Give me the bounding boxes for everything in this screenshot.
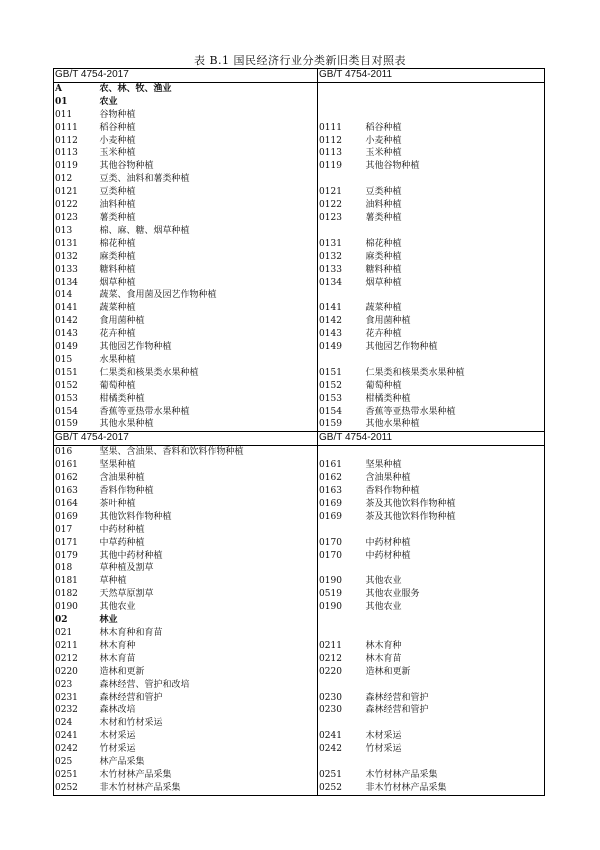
old-name: 其他水果种植	[365, 418, 545, 431]
old-name: 香料作物种植	[365, 485, 545, 498]
new-code: 0182	[54, 588, 99, 601]
table-row	[54, 354, 545, 367]
table-row	[54, 511, 545, 524]
old-name: 葡萄种植	[365, 380, 545, 393]
new-code: 0251	[54, 769, 99, 782]
new-code: 018	[54, 562, 99, 575]
new-name: 茶叶种植	[99, 498, 136, 509]
old-name: 麻类种植	[365, 251, 545, 264]
old-code	[318, 82, 365, 95]
old-name	[365, 82, 545, 95]
new-code: 0231	[54, 692, 99, 705]
new-code: 014	[54, 289, 99, 302]
old-code: 0111	[318, 122, 365, 135]
new-name: 其他水果种植	[99, 418, 318, 431]
table-row	[54, 277, 545, 290]
old-code: 0190	[318, 575, 365, 588]
table-row	[54, 524, 545, 537]
new-name: 造林和更新	[99, 666, 145, 677]
old-name: 薯类种植	[365, 212, 545, 225]
old-name: 蔬菜种植	[365, 302, 545, 315]
new-code: 02	[54, 614, 99, 627]
table-row	[54, 782, 545, 795]
old-code: 0159	[318, 418, 365, 431]
old-name: 柑橘类种植	[365, 393, 545, 406]
table-row	[54, 96, 545, 109]
old-code	[318, 354, 365, 367]
table-row	[54, 614, 545, 627]
old-code: 0230	[318, 692, 365, 705]
old-code	[318, 627, 365, 640]
new-code: 0112	[54, 135, 99, 148]
new-code: 0211	[54, 640, 99, 653]
new-name: 林业	[99, 615, 118, 626]
old-code	[318, 679, 365, 692]
old-code	[318, 109, 365, 122]
table-row	[54, 769, 545, 782]
old-code: 0142	[318, 315, 365, 328]
new-name: 其他中药材种植	[99, 550, 163, 561]
table-row	[54, 459, 545, 472]
new-code: 0142	[54, 315, 99, 328]
table-row	[54, 537, 545, 550]
old-name	[365, 446, 545, 459]
table-row	[54, 756, 545, 769]
table-row	[54, 238, 545, 251]
new-code: 0154	[54, 406, 99, 419]
old-name: 竹材采运	[365, 743, 545, 756]
new-name: 其他农业	[99, 602, 136, 613]
old-code: 0143	[318, 328, 365, 341]
new-name: 花卉种植	[99, 329, 136, 340]
new-code: 0181	[54, 575, 99, 588]
old-name: 中药材种植	[365, 550, 545, 563]
new-name: 木竹材林产品采集	[99, 769, 172, 780]
table-row	[54, 251, 545, 264]
old-code: 0163	[318, 485, 365, 498]
old-code: 0134	[318, 277, 365, 290]
table-row	[54, 562, 545, 575]
header-gbt-2017: GB/T 4754-2017	[54, 432, 318, 446]
new-name: 坚果种植	[99, 460, 136, 471]
new-name: 豆类种植	[99, 187, 136, 198]
new-code: 0164	[54, 498, 99, 511]
new-name: 食用菌种植	[99, 316, 145, 327]
new-code: 015	[54, 354, 99, 367]
new-name: 其他饮料作物种植	[99, 511, 172, 522]
new-name: 柑橘类种植	[99, 393, 145, 404]
table-row	[54, 225, 545, 238]
table-row	[54, 640, 545, 653]
old-code: 0121	[318, 186, 365, 199]
table-row	[54, 264, 545, 277]
table-row	[54, 393, 545, 406]
old-code: 0169	[318, 511, 365, 524]
new-name: 糖料种植	[99, 264, 136, 275]
new-code: 0149	[54, 341, 99, 354]
old-code: 0131	[318, 238, 365, 251]
new-code: 012	[54, 173, 99, 186]
old-name	[365, 756, 545, 769]
new-code: 0190	[54, 601, 99, 614]
table-row	[54, 588, 545, 601]
old-code: 0170	[318, 537, 365, 550]
old-code: 0161	[318, 459, 365, 472]
table-row	[54, 575, 545, 588]
new-code: 0132	[54, 251, 99, 264]
old-code: 0154	[318, 406, 365, 419]
new-name: 森林改培	[99, 705, 136, 716]
new-name: 仁果类和核果类水果种植	[99, 367, 199, 378]
old-code	[318, 225, 365, 238]
new-name: 林产品采集	[99, 757, 145, 768]
old-name: 烟草种植	[365, 277, 545, 290]
new-name: 蔬菜种植	[99, 303, 136, 314]
old-code	[318, 173, 365, 186]
new-name: 棉花种植	[99, 238, 136, 249]
code-mapping-table	[53, 68, 545, 796]
new-code: 0169	[54, 511, 99, 524]
old-name	[365, 717, 545, 730]
old-code: 0212	[318, 653, 365, 666]
table-row	[54, 717, 545, 730]
table-row	[54, 328, 545, 341]
old-code	[318, 446, 365, 459]
table-row	[54, 302, 545, 315]
new-name: 竹材采运	[99, 744, 136, 755]
new-code: 023	[54, 679, 99, 692]
old-name: 食用菌种植	[365, 315, 545, 328]
header-row	[54, 69, 545, 83]
new-name: 油料种植	[99, 200, 136, 211]
new-name: 中草药种植	[99, 537, 145, 548]
old-name: 稻谷种植	[365, 122, 545, 135]
table-row	[54, 692, 545, 705]
table-row	[54, 418, 545, 431]
old-name: 其他谷物种植	[365, 160, 545, 173]
old-name	[365, 289, 545, 302]
old-code	[318, 562, 365, 575]
new-name: 香料作物种植	[99, 486, 154, 496]
old-name: 茶及其他饮料作物种植	[365, 498, 545, 511]
header-gbt-2011: GB/T 4754-2011	[318, 432, 545, 446]
new-code: 016	[54, 446, 99, 459]
old-name: 森林经营和管护	[365, 704, 545, 717]
new-code: 0111	[54, 122, 99, 135]
old-code: 0153	[318, 393, 365, 406]
new-code: 0179	[54, 550, 99, 563]
old-name: 其他农业	[365, 601, 545, 614]
old-code: 0252	[318, 782, 365, 795]
new-name: 棉、麻、糖、烟草种植	[99, 225, 190, 236]
new-code: 0131	[54, 238, 99, 251]
old-name: 棉花种植	[365, 238, 545, 251]
old-code: 0190	[318, 601, 365, 614]
table-row	[54, 601, 545, 614]
new-name: 农业	[99, 96, 118, 107]
new-name: 林木育种和育苗	[99, 627, 163, 638]
table-row	[54, 109, 545, 122]
new-code: 0161	[54, 459, 99, 472]
old-name	[365, 562, 545, 575]
table-row	[54, 147, 545, 160]
old-code: 0151	[318, 367, 365, 380]
new-name: 其他园艺作物种植	[99, 342, 172, 353]
new-name: 其他谷物种植	[99, 161, 154, 172]
new-name: 薯类种植	[99, 212, 136, 223]
old-name: 糖料种植	[365, 264, 545, 277]
new-name: 林木育种	[99, 640, 136, 651]
new-name: 玉米种植	[99, 148, 136, 159]
old-name: 豆类种植	[365, 186, 545, 199]
new-code: 0122	[54, 199, 99, 212]
old-code	[318, 96, 365, 109]
old-name: 坚果种植	[365, 459, 545, 472]
old-name	[365, 109, 545, 122]
old-code: 0241	[318, 730, 365, 743]
new-code: 021	[54, 627, 99, 640]
old-code: 0519	[318, 588, 365, 601]
new-name: 木材和竹材采运	[99, 718, 163, 729]
table-row	[54, 186, 545, 199]
table-row	[54, 653, 545, 666]
old-code	[318, 289, 365, 302]
new-code: 0212	[54, 653, 99, 666]
new-code: 0119	[54, 160, 99, 173]
new-name: 坚果、含油果、香料和饮料作物种植	[99, 447, 244, 458]
new-name: 谷物种植	[99, 109, 136, 120]
old-name	[365, 354, 545, 367]
new-name: 森林经营和管护	[99, 692, 163, 703]
old-code: 0123	[318, 212, 365, 225]
old-name: 仁果类和核果类水果种植	[365, 367, 545, 380]
old-code: 0242	[318, 743, 365, 756]
new-name: 烟草种植	[99, 277, 136, 288]
new-name: 天然草原割草	[99, 589, 154, 600]
table-row	[54, 122, 545, 135]
header-gbt-2017: GB/T 4754-2017	[54, 69, 318, 83]
old-code	[318, 614, 365, 627]
new-code: 025	[54, 756, 99, 769]
new-code: 024	[54, 717, 99, 730]
new-code: 0252	[54, 782, 99, 795]
table-row	[54, 199, 545, 212]
header-row	[54, 432, 545, 446]
new-name: 葡萄种植	[99, 380, 136, 391]
old-name: 玉米种植	[365, 147, 545, 160]
old-code: 0133	[318, 264, 365, 277]
table-row	[54, 627, 545, 640]
new-code: 013	[54, 225, 99, 238]
old-code: 0122	[318, 199, 365, 212]
new-code: 0171	[54, 537, 99, 550]
new-name: 香蕉等亚热带水果种植	[99, 406, 190, 417]
new-code: 0143	[54, 328, 99, 341]
old-name: 中药材种植	[365, 537, 545, 550]
old-name: 林木育种	[365, 640, 545, 653]
old-code: 0211	[318, 640, 365, 653]
new-code: 0159	[54, 418, 99, 431]
new-code: 0153	[54, 393, 99, 406]
old-name: 其他农业	[365, 575, 545, 588]
old-name: 油料种植	[365, 199, 545, 212]
old-code	[318, 756, 365, 769]
old-name	[365, 627, 545, 640]
new-code: 0242	[54, 743, 99, 756]
new-name: 森林经营、管护和改培	[99, 679, 190, 690]
table-row	[54, 446, 545, 459]
table-row	[54, 550, 545, 563]
table-row	[54, 704, 545, 717]
new-name: 农、林、牧、渔业	[99, 83, 172, 94]
old-name	[365, 225, 545, 238]
old-code: 0169	[318, 498, 365, 511]
old-name	[365, 96, 545, 109]
table-row	[54, 485, 545, 498]
old-code: 0149	[318, 341, 365, 354]
old-code: 0152	[318, 380, 365, 393]
old-name	[365, 524, 545, 537]
new-name: 小麦种植	[99, 135, 136, 146]
new-code: 0232	[54, 704, 99, 717]
old-code: 0220	[318, 666, 365, 679]
new-code: 0152	[54, 380, 99, 393]
old-name: 木竹材林产品采集	[365, 769, 545, 782]
old-name: 花卉种植	[365, 328, 545, 341]
table-row	[54, 160, 545, 173]
header-gbt-2011: GB/T 4754-2011	[318, 69, 545, 83]
old-name	[365, 173, 545, 186]
new-name: 麻类种植	[99, 251, 136, 262]
old-code: 0112	[318, 135, 365, 148]
old-name: 林木育苗	[365, 653, 545, 666]
old-code: 0251	[318, 769, 365, 782]
old-name: 茶及其他饮料作物种植	[365, 511, 545, 524]
table-row	[54, 472, 545, 485]
new-code: 0163	[54, 485, 99, 498]
new-name: 木材采运	[99, 731, 136, 742]
table-row	[54, 406, 545, 419]
table-row	[54, 212, 545, 225]
old-code: 0113	[318, 147, 365, 160]
new-name: 豆类、油料和薯类种植	[99, 174, 190, 185]
table-row	[54, 380, 545, 393]
new-code: 0134	[54, 277, 99, 290]
table-row	[54, 173, 545, 186]
new-name: 林木育苗	[99, 653, 136, 664]
old-code	[318, 717, 365, 730]
new-name: 中药材种植	[99, 524, 145, 535]
new-name: 草种植及割草	[99, 563, 154, 574]
new-code: 0220	[54, 666, 99, 679]
new-code: A	[54, 82, 99, 95]
new-name: 水果种植	[99, 354, 136, 365]
old-name: 其他园艺作物种植	[365, 341, 545, 354]
old-name: 木材采运	[365, 730, 545, 743]
new-name: 含油果种植	[99, 473, 145, 484]
old-name	[365, 614, 545, 627]
new-code: 011	[54, 109, 99, 122]
new-code: 01	[54, 96, 99, 109]
table-row	[54, 730, 545, 743]
old-name: 森林经营和管护	[365, 692, 545, 705]
new-name: 非木竹材林产品采集	[99, 782, 318, 795]
table-row	[54, 82, 545, 95]
new-name: 稻谷种植	[99, 122, 136, 133]
old-name: 造林和更新	[365, 666, 545, 679]
old-name: 香蕉等亚热带水果种植	[365, 406, 545, 419]
table-row	[54, 743, 545, 756]
new-code: 0241	[54, 730, 99, 743]
table-row	[54, 498, 545, 511]
table-row	[54, 315, 545, 328]
old-name: 非木竹材林产品采集	[365, 782, 545, 795]
new-code: 0113	[54, 147, 99, 160]
old-code: 0119	[318, 160, 365, 173]
table-row	[54, 289, 545, 302]
new-code: 0141	[54, 302, 99, 315]
new-name: 蔬菜、食用菌及园艺作物种植	[99, 290, 217, 301]
new-code: 0133	[54, 264, 99, 277]
old-code	[318, 524, 365, 537]
old-code: 0141	[318, 302, 365, 315]
new-code: 017	[54, 524, 99, 537]
table-row	[54, 367, 545, 380]
old-name: 其他农业服务	[365, 588, 545, 601]
old-code: 0230	[318, 704, 365, 717]
new-code: 0121	[54, 186, 99, 199]
old-code: 0132	[318, 251, 365, 264]
new-code: 0123	[54, 212, 99, 225]
table-row	[54, 341, 545, 354]
old-name	[365, 679, 545, 692]
old-name: 含油果种植	[365, 472, 545, 485]
new-code: 0162	[54, 472, 99, 485]
new-name: 草种植	[99, 576, 127, 587]
table-row	[54, 666, 545, 679]
old-name: 小麦种植	[365, 135, 545, 148]
new-code: 0151	[54, 367, 99, 380]
old-code: 0162	[318, 472, 365, 485]
old-code: 0170	[318, 550, 365, 563]
page-title: 表 B.1 国民经济行业分类新旧类目对照表	[193, 54, 407, 67]
table-row	[54, 679, 545, 692]
table-row	[54, 135, 545, 148]
